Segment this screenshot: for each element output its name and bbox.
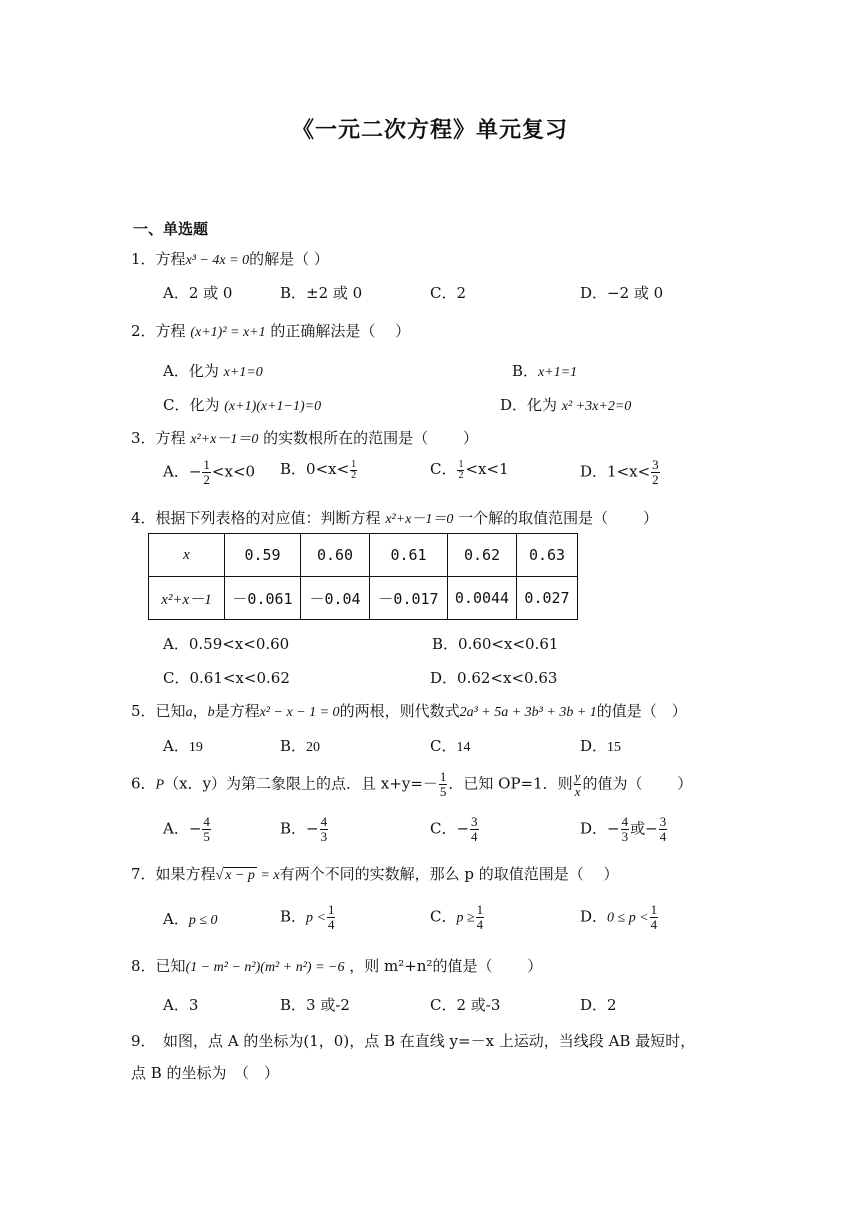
option-c: C．2 或-3	[430, 996, 501, 1014]
table-row	[149, 534, 578, 577]
fraction: $\frac{1}{2}$	[351, 458, 357, 481]
option-a: A．19	[163, 737, 203, 755]
option-b: B．0<x< $\frac{1}{2}$	[280, 458, 357, 481]
equation: (1 − m² − n²)(m² + n²) = −6	[185, 960, 345, 975]
option-b: B．p < $\frac{1}{4}$	[280, 902, 335, 932]
table-cell: 0.59	[225, 534, 301, 577]
option-a: A．− $\frac{1}{2}$ <x<0	[163, 457, 256, 487]
table-cell: －0.061	[225, 577, 301, 620]
radicand: x − p	[225, 868, 255, 883]
option-c: C．0.61<x<0.62	[163, 669, 290, 687]
option-c: C． $\frac{1}{2}$ <x<1	[430, 458, 509, 481]
table-cell: 0.62	[448, 534, 517, 577]
option-a: A．化为 x+1=0	[163, 362, 263, 380]
section-heading: 一、单选题	[133, 220, 209, 238]
option-c: C．p ≥ $\frac{1}{4}$	[430, 902, 484, 932]
table-cell: －0.017	[370, 577, 448, 620]
option-d: D．15	[580, 737, 622, 755]
option-a: A．0.59<x<0.60	[163, 635, 290, 653]
table-cell: 0.027	[517, 577, 578, 620]
option-b: B．0.60<x<0.61	[432, 635, 559, 653]
option-b: B．− $\frac{4}{3}$	[280, 814, 328, 844]
equation: x²+x－1＝0	[385, 512, 454, 527]
table-row	[149, 577, 578, 620]
table-cell: 0.61	[370, 534, 448, 577]
question-6: 6．P（x．y）为第二象限上的点．且 x+y=－ $\frac{1}{5}$ ．已知 OP=1．则 $\frac{y}{x}$ 的值为（ ）	[131, 769, 693, 799]
fraction: $\frac{y}{x}$	[574, 769, 581, 799]
fraction: $\frac{1}{2}$	[203, 457, 210, 487]
question-4: 4．根据下列表格的对应值：判断方程 x²+x－1＝0 一个解的取值范围是（ ）	[131, 509, 658, 527]
option-d: D．0.62<x<0.63	[430, 669, 558, 687]
question-5: 5．已知a，b是方程x² − x − 1 = 0的两根，则代数式2a³ + 5a + 3b³ + 3b + 1的值是（ ）	[131, 702, 687, 720]
option-a: A．3	[163, 996, 199, 1014]
option-b: B．x+1=1	[512, 362, 578, 380]
fraction: $\frac{3}{4}$	[471, 814, 478, 844]
table-cell: 0.0044	[448, 577, 517, 620]
question-1: 1．方程x³ − 4x = 0的解是（ ）	[131, 250, 329, 268]
option-c: C．14	[430, 737, 471, 755]
fraction: $\frac{4}{3}$	[320, 814, 328, 844]
option-c: C．− $\frac{3}{4}$	[430, 814, 478, 844]
equation: x² − x − 1 = 0	[259, 705, 340, 720]
value-table	[148, 533, 578, 620]
fraction: $\frac{3}{4}$	[659, 814, 667, 844]
fraction: $\frac{3}{2}$	[652, 457, 659, 487]
option-a: A．2 或 0	[163, 284, 233, 302]
fraction: $\frac{4}{3}$	[621, 814, 629, 844]
equation: (x+1)² = x+1	[190, 325, 266, 340]
option-d: D．化为 x² +3x+2=0	[500, 396, 632, 414]
page-title: 《一元二次方程》单元复习	[291, 118, 568, 143]
option-c: C．化为 (x+1)(x+1−1)=0	[163, 396, 322, 414]
question-3: 3．方程 x²+x－1＝0 的实数根所在的范围是（ ）	[131, 429, 478, 447]
question-2: 2．方程 (x+1)² = x+1 的正确解法是（ ）	[131, 322, 411, 340]
table-header-cell: x²+x－1	[149, 577, 225, 620]
option-d: D．1<x< $\frac{3}{2}$	[580, 457, 659, 487]
question-9: 9． 如图，点 A 的坐标为(1，0)，点 B 在直线 y=－x 上运动，当线段 AB 最短时，	[131, 1032, 696, 1050]
equation: x²+x－1＝0	[190, 432, 259, 447]
option-c: C．2	[430, 284, 467, 302]
fraction: $\frac{1}{2}$	[458, 458, 464, 481]
option-b: B．20	[280, 737, 321, 755]
option-d: D．− $\frac{4}{3}$ 或− $\frac{3}{4}$	[580, 814, 667, 844]
table-cell: －0.04	[301, 577, 370, 620]
fraction: $\frac{1}{5}$	[439, 769, 447, 799]
fraction: $\frac{1}{4}$	[327, 902, 335, 932]
fraction: $\frac{4}{5}$	[203, 814, 210, 844]
option-a: A．p ≤ 0	[163, 910, 218, 928]
table-cell: 0.60	[301, 534, 370, 577]
option-d: D．−2 或 0	[580, 284, 664, 302]
equation: x³ − 4x = 0	[185, 253, 250, 268]
question-9-line-2: 点 B 的坐标为 （ ）	[131, 1064, 280, 1082]
question-8: 8．已知(1 − m² − n²)(m² + n²) = −6 ，则 m²+n²的值是（ ）	[131, 957, 543, 975]
fraction: $\frac{1}{4}$	[650, 902, 658, 932]
option-d: D．2	[580, 996, 617, 1014]
option-a: A．− $\frac{4}{5}$	[163, 814, 210, 844]
fraction: $\frac{1}{4}$	[476, 902, 484, 932]
table-cell: 0.63	[517, 534, 578, 577]
question-7: 7．如果方程√ x − p = x有两个不同的实数解，那么 p 的取值范围是（ ）	[131, 865, 619, 883]
table-header-cell: x	[149, 534, 225, 577]
option-b: B．±2 或 0	[280, 284, 363, 302]
option-b: B．3 或-2	[280, 996, 350, 1014]
option-d: D．0 ≤ p < $\frac{1}{4}$	[580, 902, 658, 932]
sqrt-icon: √	[215, 868, 224, 883]
expression: 2a³ + 5a + 3b³ + 3b + 1	[459, 705, 597, 720]
